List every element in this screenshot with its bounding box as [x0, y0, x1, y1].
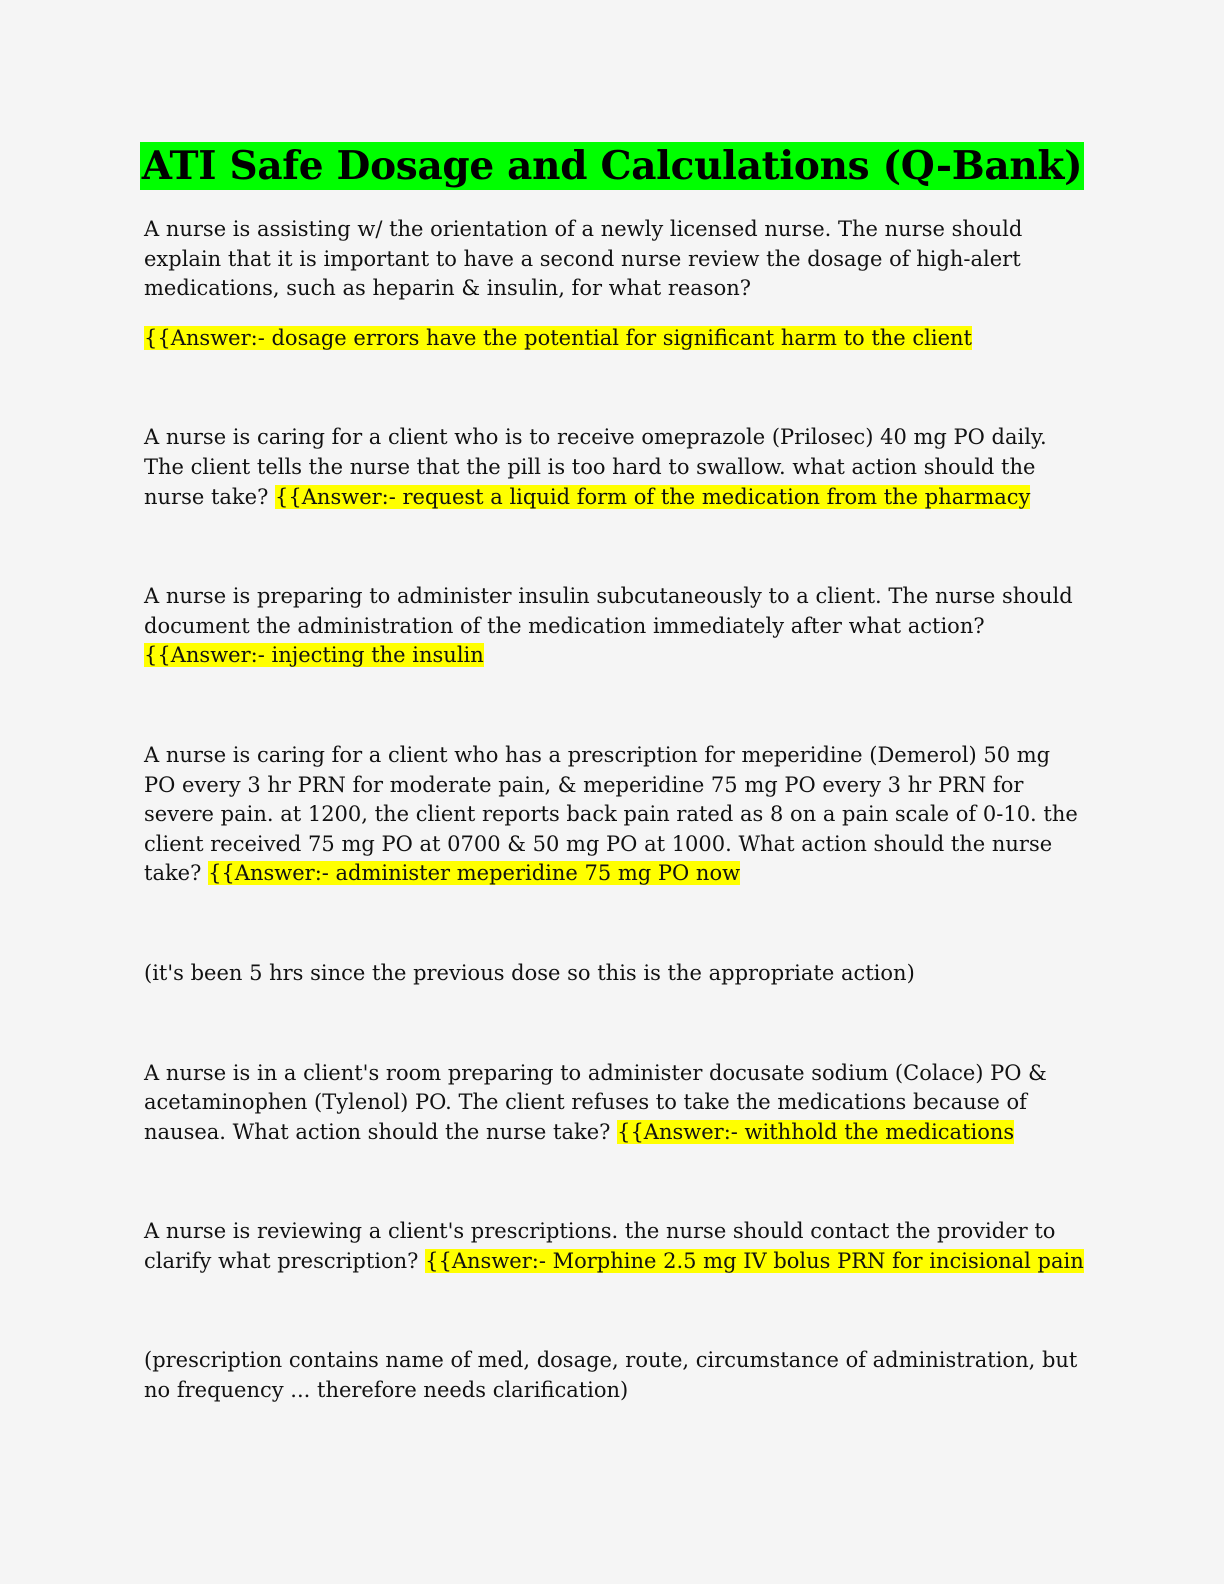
answer-highlight: {{Answer:- request a liquid form of the medication from the pharmacy	[275, 484, 1031, 509]
question-3	[144, 582, 1084, 671]
question-2	[144, 423, 1084, 512]
answer-highlight: {{Answer:- Morphine 2.5 mg IV bolus PRN for incisional pain	[425, 1248, 1084, 1273]
question-4	[144, 741, 1084, 889]
question-text: A nurse is assisting w/ the orientation of a newly licensed nurse. The nurse should explain that it is important to have a second nurse review the dosage of high-alert medications, such as heparin & insulin, for what reason?	[144, 217, 1023, 301]
document-title: ATI Safe Dosage and Calculations (Q-Bank)	[141, 143, 1083, 189]
question-5	[144, 1059, 1084, 1148]
question-1	[144, 215, 1084, 304]
answer-highlight: {{Answer:- dosage errors have the potential for significant harm to the client	[144, 325, 972, 350]
note-2: (prescription contains name of med, dosage, route, circumstance of administration, but no frequency ... therefore needs clarification)	[144, 1348, 1078, 1403]
answer-1	[144, 324, 1084, 354]
question-text: A nurse is reviewing a client's prescriptions. the nurse should contact the provider to clarify what prescription?	[144, 1219, 1056, 1273]
question-text: A nurse is preparing to administer insulin subcutaneously to a client. The nurse should document the administration of the medication immediately after what action?	[144, 584, 1073, 638]
answer-highlight: {{Answer:- injecting the insulin	[144, 643, 484, 668]
document-body	[144, 215, 1084, 1406]
question-text: A nurse is caring for a client who has a prescription for meperidine (Demerol) 50 mg PO every 3 hr PRN for moderate pain, & meperidine 75 mg PO every 3 hr PRN for severe pain. at 1200, the client reports back pain rated as 8 on a pain scale of 0-10. the client received 75 mg PO at 0700 & 50 mg PO at 1000. What action should the nurse take?	[144, 742, 1078, 886]
question-6	[144, 1217, 1084, 1276]
title-container	[0, 142, 1224, 190]
question-text: A nurse is caring for a client who is to receive omeprazole (Prilosec) 40 mg PO daily. The client tells the nurse that the pill is too hard to swallow. what action should the nurse take?	[144, 425, 1047, 509]
question-text: A nurse is in a client's room preparing to administer docusate sodium (Colace) PO & acetaminophen (Tylenol) PO. The client refuses to take the medications because of nausea. What action should the nurse take?	[144, 1060, 1047, 1144]
note-1: (it's been 5 hrs since the previous dose so this is the appropriate action)	[144, 960, 915, 985]
answer-highlight: {{Answer:- administer meperidine 75 mg PO now	[208, 861, 741, 886]
answer-highlight: {{Answer:- withhold the medications	[617, 1119, 1015, 1144]
